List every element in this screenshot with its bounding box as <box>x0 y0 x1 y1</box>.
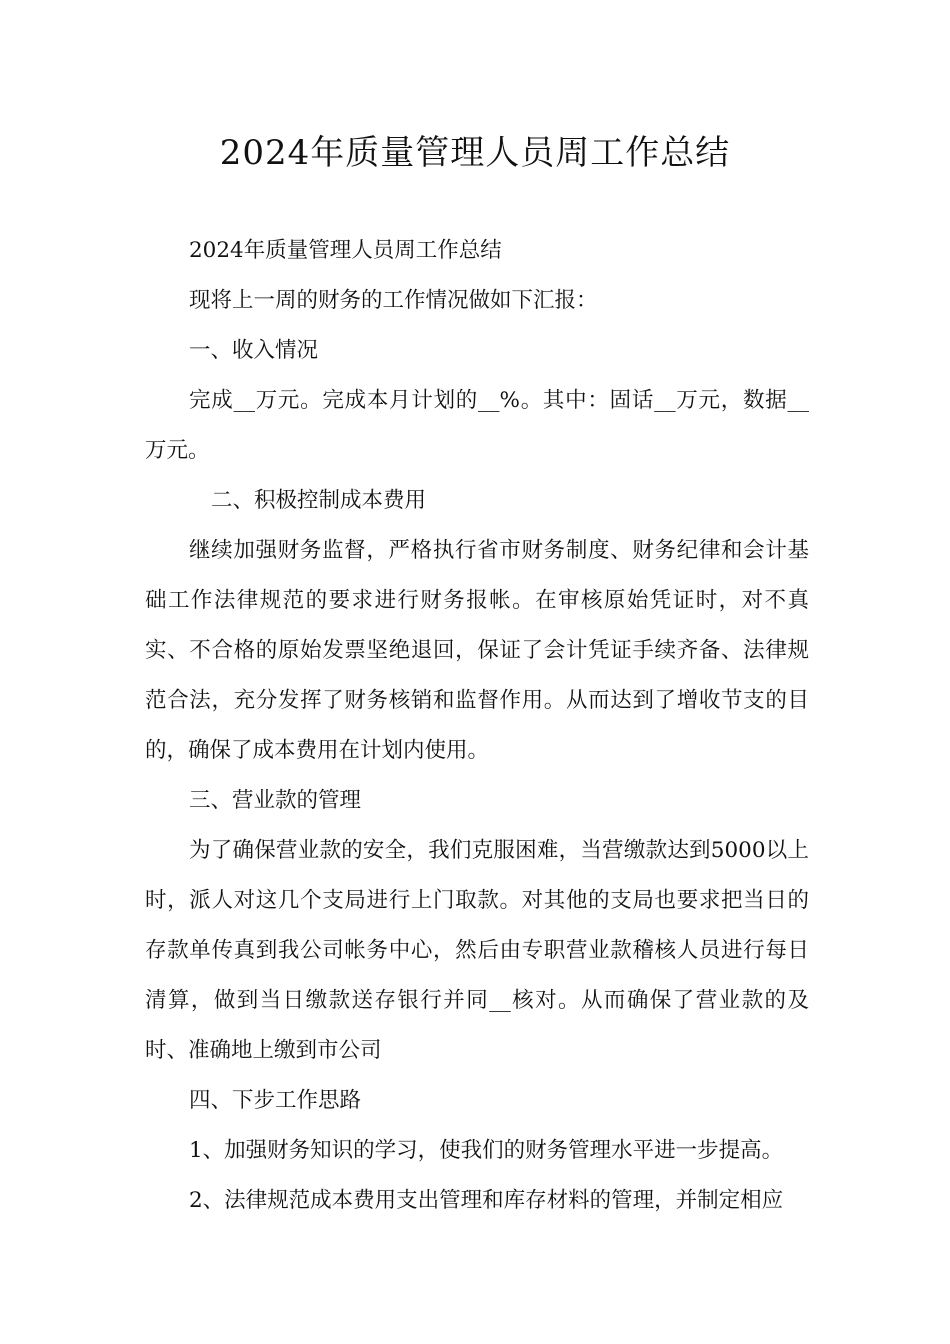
paragraph-cost: 继续加强财务监督，严格执行省市财务制度、财务纪律和会计基础工作法律规范的要求进行财务报帐。在审核原始凭证时，对不真实、不合格的原始发票坚绝退回，保证了会计凭证手续齐备、法律规范合法，充分发挥了财务核销和监督作用。从而达到了增收节支的目的，确保了成本费用在计划内使用。 <box>145 538 809 763</box>
paragraph-revenue: 为了确保营业款的安全，我们克服困难，当营缴款达到5000以上时，派人对这几个支局进行上门取款。对其他的支局也要求把当日的存款单传真到我公司帐务中心，然后由专职营业款稽核人员进行每日清算，做到当日缴款送存银行并同__核对。从而确保了营业款的及时、准确地上缴到市公司 <box>145 838 809 1063</box>
section-heading-cost: 二、积极控制成本费用 <box>211 488 427 513</box>
section-heading-revenue: 三、营业款的管理 <box>189 788 362 813</box>
paragraph-subtitle: 2024年质量管理人员周工作总结 <box>189 238 502 263</box>
section-heading-next-steps: 四、下步工作思路 <box>189 1088 362 1113</box>
document-body <box>145 226 809 1226</box>
paragraph-step-1: 1、加强财务知识的学习，使我们的财务管理水平进一步提高。 <box>189 1138 784 1163</box>
paragraph-income: 完成__万元。完成本月计划的__%。其中：固话__万元，数据__万元。 <box>145 388 809 463</box>
paragraph-intro: 现将上一周的财务的工作情况做如下汇报： <box>189 288 598 313</box>
paragraph-step-2: 2、法律规范成本费用支出管理和库存材料的管理，并制定相应 <box>189 1188 784 1213</box>
section-heading-income: 一、收入情况 <box>189 338 319 363</box>
document-title: 2024年质量管理人员周工作总结 <box>219 133 731 173</box>
